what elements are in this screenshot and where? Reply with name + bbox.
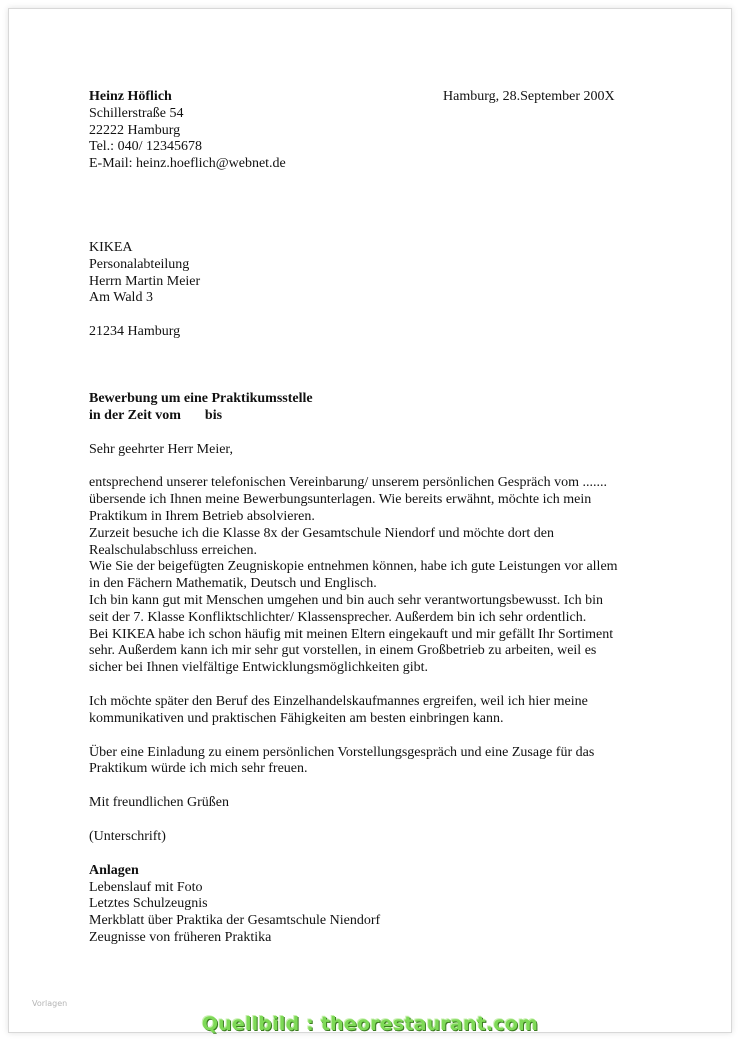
career-line: kommunikativen und praktischen Fähigkeiten am besten einbringen kann. (89, 710, 504, 726)
body-line: Ich bin kann gut mit Menschen umgehen und bin auch sehr verantwortungsbewusst. Ich bin (89, 592, 604, 608)
invitation-line: Über eine Einladung zu einem persönlichen Vorstellungsgespräch und eine Zusage für das (89, 744, 595, 760)
recipient-person: Herrn Martin Meier (89, 273, 201, 289)
attachment-item: Lebenslauf mit Foto (89, 879, 203, 895)
source-credit: Quellbild : theorestaurant.com (201, 1013, 539, 1035)
letter-body (89, 89, 649, 947)
body-line: übersende ich Ihnen meine Bewerbungsunterlagen. Wie bereits erwähnt, möchte ich mein (89, 492, 592, 508)
body-line: sehr. Außerdem kann ich mir sehr gut vorstellen, in einem Großbetrieb zu arbeiten, weil es (89, 643, 597, 659)
invitation-line: Praktikum würde ich mich sehr freuen. (89, 761, 308, 777)
signature: (Unterschrift) (89, 828, 166, 844)
body-line: Praktikum in Ihrem Betrieb absolvieren. (89, 508, 315, 524)
body-line: entsprechend unserer telefonischen Vereinbarung/ unserem persönlichen Gespräch vom ....... (89, 475, 607, 491)
recipient-company: KIKEA (89, 239, 133, 255)
subject-from-label: in der Zeit vom (89, 407, 181, 423)
attachment-item: Merkblatt über Praktika der Gesamtschule Niendorf (89, 913, 381, 929)
body-line: Zurzeit besuche ich die Klasse 8x der Gesamtschule Niendorf und möchte dort den (89, 525, 554, 541)
attachment-item: Zeugnisse von früheren Praktika (89, 929, 272, 945)
body-line: sicher bei Ihnen vielfältige Entwicklungsmöglichkeiten gibt. (89, 660, 429, 676)
attachment-item: Letztes Schulzeugnis (89, 896, 208, 912)
letter-date: Hamburg, 28.September 200X (443, 89, 615, 104)
closing: Mit freundlichen Grüßen (89, 795, 229, 811)
sender-phone: Tel.: 040/ 12345678 (89, 139, 202, 155)
sender-street: Schillerstraße 54 (89, 105, 184, 121)
subject-period (89, 408, 649, 425)
sender-city: 22222 Hamburg (89, 122, 181, 138)
recipient-city: 21234 Hamburg (89, 324, 181, 340)
footer-watermark: Vorlagen (32, 999, 68, 1008)
salutation: Sehr geehrter Herr Meier, (89, 441, 234, 457)
sender-email: E-Mail: heinz.hoeflich@webnet.de (89, 156, 286, 172)
body-line: Bei KIKEA habe ich schon häufig mit meinen Eltern eingekauft und mir gefällt Ihr Sortiment (89, 626, 614, 642)
body-line: Realschulabschluss erreichen. (89, 542, 257, 558)
body-line: in den Fächern Mathematik, Deutsch und Englisch. (89, 576, 377, 592)
body-line: seit der 7. Klasse Konfliktschlichter/ Klassensprecher. Außerdem bin ich sehr ordentlich. (89, 609, 587, 625)
recipient-street: Am Wald 3 (89, 290, 153, 306)
subject-line: Bewerbung um eine Praktikumsstelle (89, 390, 313, 406)
attachments-heading: Anlagen (89, 862, 139, 878)
recipient-department: Personalabteilung (89, 256, 190, 272)
sender-name: Heinz Höflich (89, 89, 172, 104)
body-line: Wie Sie der beigefügten Zeugniskopie entnehmen können, habe ich gute Leistungen vor allem (89, 559, 618, 575)
career-line: Ich möchte später den Beruf des Einzelhandelskaufmannes ergreifen, weil ich hier meine (89, 693, 588, 709)
subject-to-label: bis (204, 407, 223, 423)
